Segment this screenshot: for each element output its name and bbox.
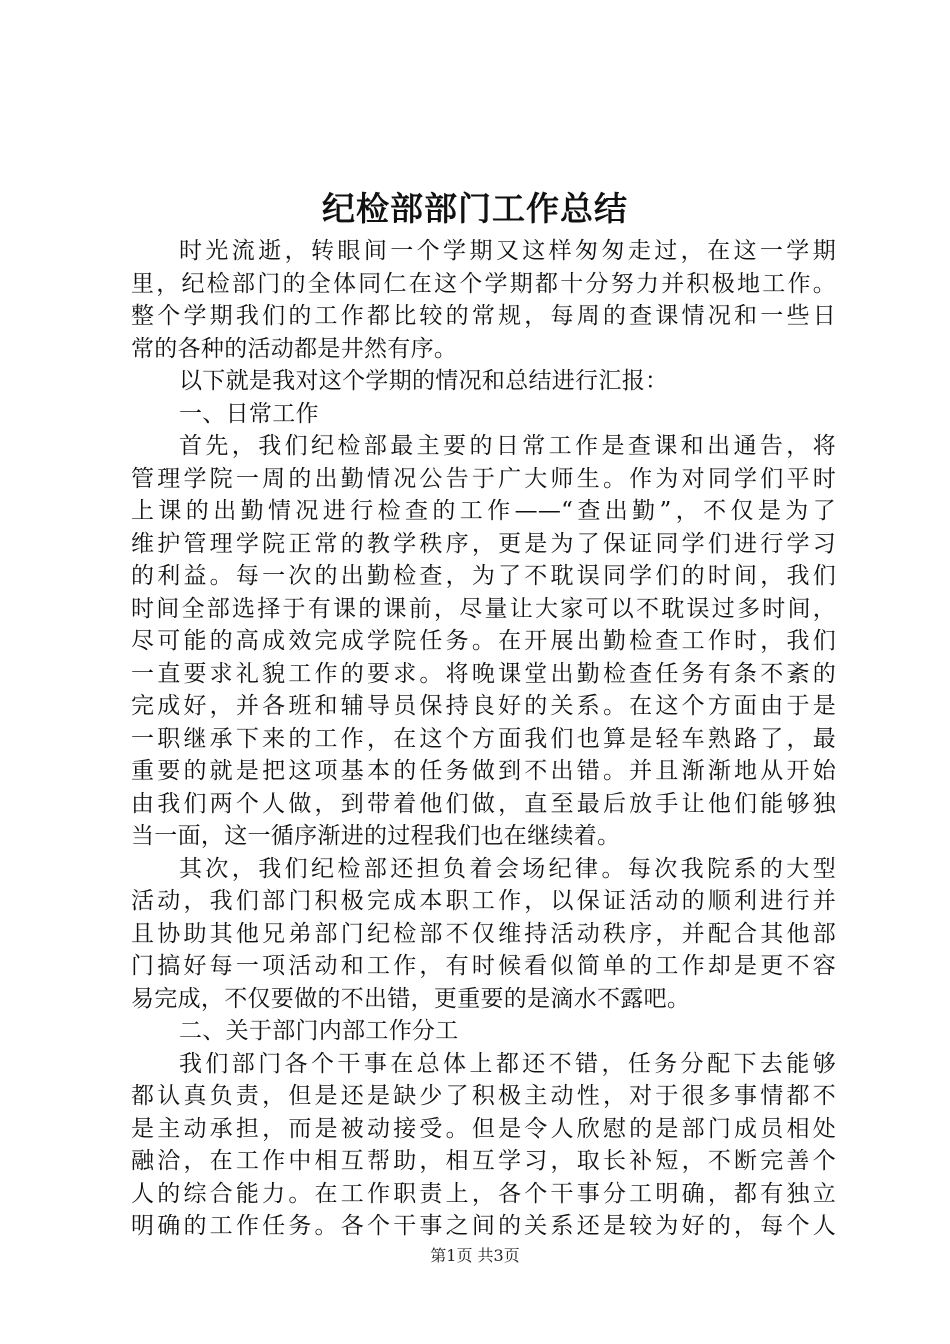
- body-line: 活动，我们部门积极完成本职工作，以保证活动的顺利进行并: [131, 888, 836, 914]
- body-line: 首先，我们纪检部最主要的日常工作是查课和出通告，将: [179, 433, 836, 459]
- body-line: 以下就是我对这个学期的情况和总结进行汇报：: [179, 368, 669, 394]
- body-line: 完成好，并各班和辅导员保持良好的关系。在这个方面由于是: [131, 693, 836, 719]
- body-line: 是主动承担，而是被动接受。但是令人欣慰的是部门成员相处: [131, 1115, 836, 1142]
- body-line: 融洽，在工作中相互帮助，相互学习，取长补短，不断完善个: [131, 1148, 836, 1174]
- body-line: 其次，我们纪检部还担负着会场纪律。每次我院系的大型: [179, 855, 836, 882]
- body-line: 当一面，这一循序渐进的过程我们也在继续着。: [131, 823, 621, 849]
- body-line: 常的各种的活动都是井然有序。: [131, 335, 458, 362]
- section-heading: 一、日常工作: [179, 400, 319, 427]
- body-line: 维护管理学院正常的教学秩序，更是为了保证同学们进行学习: [131, 530, 836, 557]
- body-line: 且协助其他兄弟部门纪检部不仅维持活动秩序，并配合其他部: [131, 920, 836, 947]
- body-line: 由我们两个人做，到带着他们做，直至最后放手让他们能够独: [131, 790, 836, 817]
- body-line: 门搞好每一项活动和工作，有时候看似简单的工作却是更不容: [131, 953, 836, 979]
- body-line: 我们部门各个干事在总体上都还不错，任务分配下去能够: [179, 1050, 836, 1077]
- body-line: 一直要求礼貌工作的要求。将晚课堂出勤检查任务有条不紊的: [131, 660, 836, 687]
- body-line: 时光流逝，转眼间一个学期又这样匆匆走过，在这一学期: [179, 238, 836, 264]
- body-line: 上课的出勤情况进行检查的工作——“查出勤”，不仅是为了: [131, 498, 836, 524]
- body-line: 重要的就是把这项基本的任务做到不出错。并且渐渐地从开始: [131, 758, 836, 784]
- section-heading: 二、关于部门内部工作分工: [179, 1018, 459, 1044]
- body-line: 明确的工作任务。各个干事之间的关系还是较为好的，每个人: [131, 1213, 836, 1239]
- body-line: 整个学期我们的工作都比较的常规，每周的查课情况和一些日: [131, 303, 836, 329]
- body-line: 里，纪检部门的全体同仁在这个学期都十分努力并积极地工作。: [131, 270, 836, 297]
- page-number-footer: 第1页 共3页: [430, 1246, 520, 1265]
- body-line: 管理学院一周的出勤情况公告于广大师生。作为对同学们平时: [131, 465, 836, 492]
- body-line: 都认真负责，但是还是缺少了积极主动性，对于很多事情都不: [131, 1083, 836, 1109]
- body-line: 时间全部选择于有课的课前，尽量让大家可以不耽误过多时间，: [131, 595, 836, 622]
- body-line: 易完成，不仅要做的不出错，更重要的是滴水不露吧。: [131, 985, 691, 1012]
- body-line: 的利益。每一次的出勤检查，为了不耽误同学们的时间，我们: [131, 563, 836, 589]
- body-line: 一职继承下来的工作，在这个方面我们也算是轻车熟路了，最: [131, 725, 836, 752]
- body-line: 尽可能的高成效完成学院任务。在开展出勤检查工作时，我们: [131, 628, 836, 654]
- document-title: 纪检部部门工作总结: [322, 189, 628, 228]
- body-line: 人的综合能力。在工作职责上，各个干事分工明确，都有独立: [131, 1180, 836, 1207]
- document-body: [131, 235, 836, 1243]
